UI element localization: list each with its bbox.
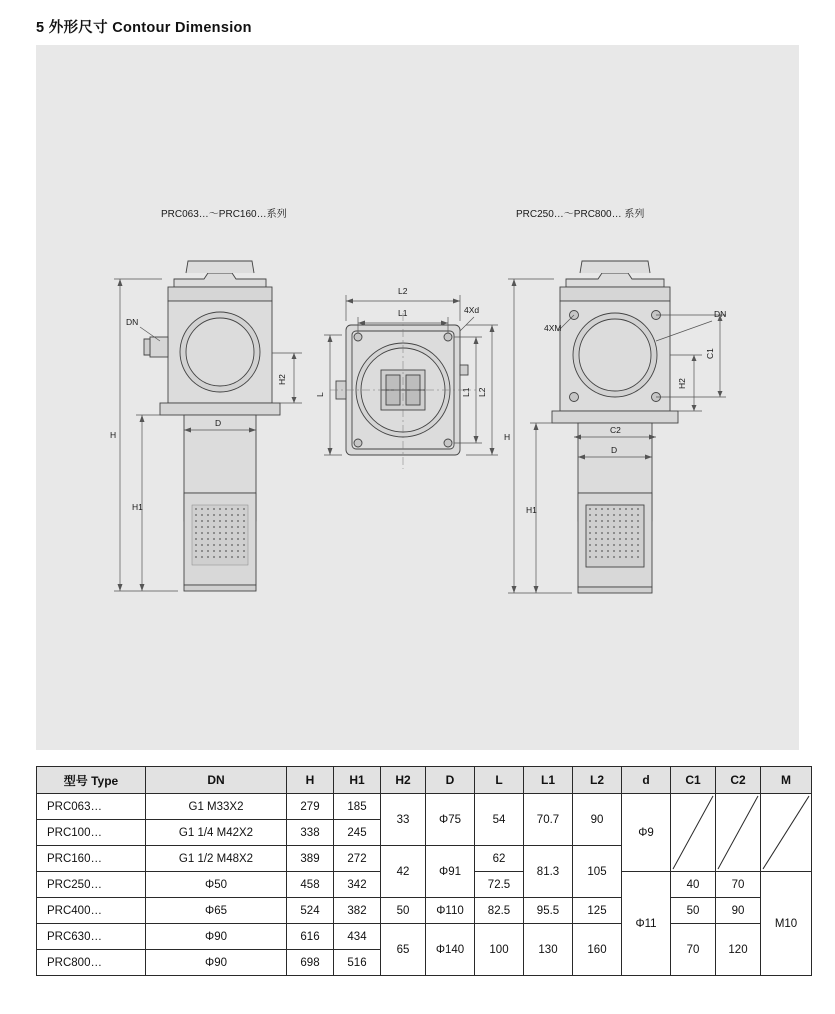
cell-dn: G1 1/2 M48X2: [146, 846, 287, 872]
cell-h1: 272: [334, 846, 381, 872]
cell-d-hole: Φ11: [622, 872, 671, 976]
cell-l1: 70.7: [524, 794, 573, 846]
cell-dn: Φ65: [146, 898, 287, 924]
cell-c2: 90: [716, 898, 761, 924]
cell-h: 338: [287, 820, 334, 846]
cell-d-hole: Φ9: [622, 794, 671, 872]
label-4XM: 4XM: [544, 323, 562, 333]
label-L2-top: L2: [398, 286, 408, 296]
cell-type: PRC063…: [37, 794, 146, 820]
cell-h: 616: [287, 924, 334, 950]
cell-h: 698: [287, 950, 334, 976]
figure-panel: [36, 45, 799, 750]
cell-h2: 42: [381, 846, 426, 898]
label-H2-right: H2: [677, 378, 687, 389]
cell-l: 72.5: [475, 872, 524, 898]
th-h: H: [287, 767, 334, 794]
cell-h1: 342: [334, 872, 381, 898]
cell-c2: 120: [716, 924, 761, 976]
cell-h2: 65: [381, 924, 426, 976]
cell-c1: 40: [671, 872, 716, 898]
label-DN-right: DN: [714, 309, 727, 319]
cell-h2: 50: [381, 898, 426, 924]
cell-l: 82.5: [475, 898, 524, 924]
cell-dn: G1 1/4 M42X2: [146, 820, 287, 846]
cell-l: 100: [475, 924, 524, 976]
cell-l1: 95.5: [524, 898, 573, 924]
cell-c1-na: [671, 794, 716, 872]
th-l: L: [475, 767, 524, 794]
figure-caption-right: PRC250…～PRC800… 系列: [516, 209, 645, 220]
cell-l2: 90: [573, 794, 622, 846]
cell-h1: 434: [334, 924, 381, 950]
cell-m-na: [761, 794, 812, 872]
cell-type: PRC630…: [37, 924, 146, 950]
cell-type: PRC100…: [37, 820, 146, 846]
label-H1-right: H1: [526, 505, 537, 515]
cell-l1: 81.3: [524, 846, 573, 898]
cell-h: 389: [287, 846, 334, 872]
cell-m: M10: [761, 872, 812, 976]
label-H-right: H: [504, 432, 511, 442]
cell-d: Φ140: [426, 924, 475, 976]
th-l2: L2: [573, 767, 622, 794]
th-c2: C2: [716, 767, 761, 794]
th-d: D: [426, 767, 475, 794]
cell-c1: 50: [671, 898, 716, 924]
th-l1: L1: [524, 767, 573, 794]
th-h1: H1: [334, 767, 381, 794]
contour-dimension-drawing: [36, 45, 799, 750]
label-L1-right: L1: [461, 387, 471, 397]
page-title: 5 外形尺寸 Contour Dimension: [36, 20, 252, 36]
label-DN-left: DN: [126, 317, 139, 327]
label-C2: C2: [610, 425, 621, 435]
th-type: 型号 Type: [37, 767, 146, 794]
label-L-left: L: [315, 392, 325, 397]
table-row: [37, 898, 812, 924]
cell-type: PRC400…: [37, 898, 146, 924]
cell-c2-na: [716, 794, 761, 872]
label-D-right: D: [611, 445, 618, 455]
label-D-left: D: [215, 418, 222, 428]
cell-h1: 185: [334, 794, 381, 820]
label-H1-left: H1: [132, 502, 143, 512]
cell-l: 62: [475, 846, 524, 872]
table-row: [37, 794, 812, 820]
cell-l2: 125: [573, 898, 622, 924]
cell-h1: 245: [334, 820, 381, 846]
cell-d: Φ110: [426, 898, 475, 924]
cell-type: PRC250…: [37, 872, 146, 898]
th-h2: H2: [381, 767, 426, 794]
cell-d: Φ75: [426, 794, 475, 846]
cell-dn: Φ90: [146, 950, 287, 976]
cell-h: 458: [287, 872, 334, 898]
cell-dn: Φ90: [146, 924, 287, 950]
table-row: [37, 924, 812, 950]
cell-l2: 160: [573, 924, 622, 976]
label-H-left: H: [110, 430, 117, 440]
label-4Xd: 4Xd: [464, 305, 480, 315]
cell-l1: 130: [524, 924, 573, 976]
cell-c1: 70: [671, 924, 716, 976]
cell-dn: Φ50: [146, 872, 287, 898]
label-L2-right: L2: [477, 387, 487, 397]
label-H2-left: H2: [277, 374, 287, 385]
cell-h1: 516: [334, 950, 381, 976]
cell-type: PRC800…: [37, 950, 146, 976]
cell-type: PRC160…: [37, 846, 146, 872]
cell-h: 279: [287, 794, 334, 820]
cell-c2: 70: [716, 872, 761, 898]
cell-l: 54: [475, 794, 524, 846]
th-c1: C1: [671, 767, 716, 794]
cell-l2: 105: [573, 846, 622, 898]
figure-caption-left: PRC063…～PRC160…系列: [161, 209, 287, 220]
contour-dimension-table: [36, 766, 812, 976]
cell-h2: 33: [381, 794, 426, 846]
cell-h1: 382: [334, 898, 381, 924]
cell-dn: G1 M33X2: [146, 794, 287, 820]
th-m: M: [761, 767, 812, 794]
cell-h: 524: [287, 898, 334, 924]
table-header-row: [37, 767, 812, 794]
label-L1-top: L1: [398, 308, 408, 318]
th-dn: DN: [146, 767, 287, 794]
label-C1: C1: [705, 348, 715, 359]
cell-d: Φ91: [426, 846, 475, 898]
th-d-hole: d: [622, 767, 671, 794]
